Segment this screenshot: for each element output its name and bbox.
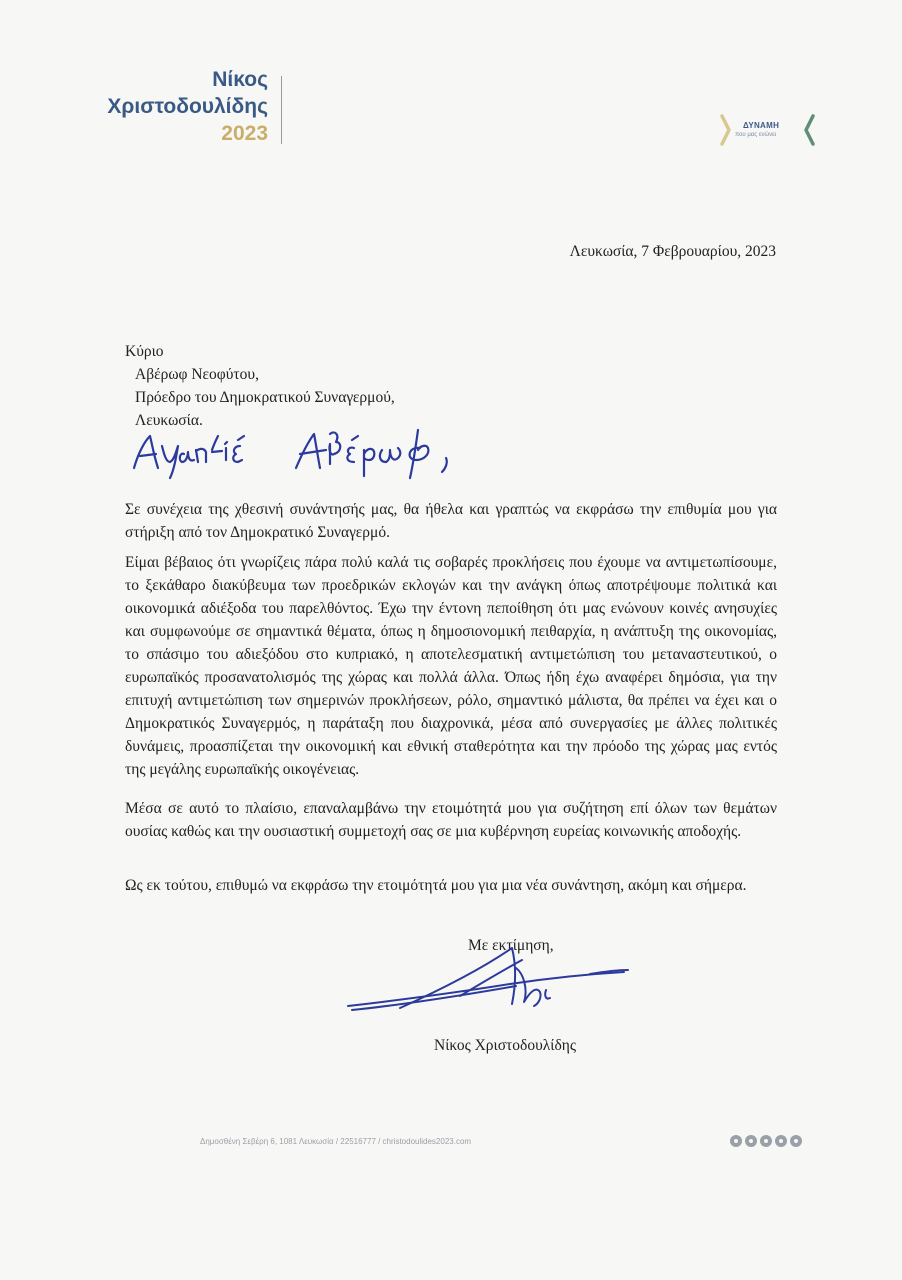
campaign-logo [90,66,268,147]
slogan-sub: που μας ενώνει [735,132,777,138]
instagram-icon[interactable] [745,1135,757,1147]
social-icons [730,1135,802,1147]
letter-date: Λευκωσία, 7 Φεβρουαρίου, 2023 [569,243,776,260]
addressee-line: Αβέρωφ Νεοφύτου, [135,366,259,383]
logo-last-name: Χριστοδουλίδης [107,95,268,118]
closing-text: Με εκτίμηση, [468,937,554,954]
slogan-main: ΔΥΝΑΜΗ [743,121,780,130]
twitter-icon[interactable] [760,1135,772,1147]
logo-first-name: Νίκος [212,68,268,91]
linkedin-icon[interactable] [790,1135,802,1147]
youtube-icon[interactable] [775,1135,787,1147]
body-paragraph: Ως εκ τούτου, επιθυμώ να εκφράσω την ετοιμότητά μου για μια νέα συνάντηση, ακόμη και σήμερα. [125,877,747,894]
slogan-logo [717,112,819,148]
facebook-icon[interactable] [730,1135,742,1147]
logo-divider [281,76,282,144]
signer-name: Νίκος Χριστοδουλίδης [434,1037,576,1054]
body-paragraph: Σε συνέχεια της χθεσινή συνάντησής μας, θα ήθελα και γραπτώς να εκφράσω την επιθυμία μου για στήριξη από τον Δημοκρατικό Συναγερμό. [125,501,777,541]
chevron-brackets-icon [717,112,819,148]
handwritten-greeting [128,424,488,489]
addressee-block [125,340,395,432]
logo-year: 2023 [221,122,268,145]
addressee-line: Κύριο [125,343,164,360]
addressee-line: Πρόεδρο του Δημοκρατικού Συναγερμού, [135,389,395,406]
handwritten-signature [340,934,640,1029]
footer-address: Δημοσθένη Σεβέρη 6, 1081 Λευκωσία / 22516777 / christodoulides2023.com [200,1137,472,1146]
body-paragraph: Μέσα σε αυτό το πλαίσιο, επαναλαμβάνω την ετοιμότητά μου για συζήτηση επί όλων των θεμάτων ουσίας καθώς και την ουσιαστική συμμετοχή σας σε μια κυβέρνηση ευρείας κοινωνικής αποδοχής. [125,800,777,840]
body-paragraph: Είμαι βέβαιος ότι γνωρίζεις πάρα πολύ καλά τις σοβαρές προκλήσεις που έχουμε να αντιμετωπίσουμε, το ξεκάθαρο διακύβευμα των προεδρικών εκλογών και την ανάγκη όπως αποτρέψουμε πολιτικά και οικονομικά αδιέξοδα του παρελθόντος. Έχω την έντονη πεποίθηση ότι μας ενώνουν κοινές ανησυχίες και συμφωνούμε σε σημαντικά θέματα, όπως η δημοσιονομική πειθαρχία, η ανάπτυξη της οικονομίας, το σπάσιμο του αδιεξόδου στο κυπριακό, η αποτελεσματική αντιμετώπιση του μεταναστευτικού, ο ευρωπαϊκός προσανατολισμός της χώρας και πολλά άλλα. Όπως ήδη έχω αναφέρει δημόσια, για την επιτυχή αντιμετώπιση των σημερινών προκλήσεων, ρόλο, σημαντικό μάλιστα, θα πρέπει να έχει και ο Δημοκρατικός Συναγερμός, η παράταξη που διαχρονικά, μέσα από συνεργασίες με άλλες πολιτικές δυνάμεις, προασπίζεται την οικονομική και εθνική σταθερότητα και την πρόοδο της χώρας μας εντός της μεγάλης ευρωπαϊκής οικογένειας. [125,554,777,778]
addressee-line: Λευκωσία. [135,412,203,429]
